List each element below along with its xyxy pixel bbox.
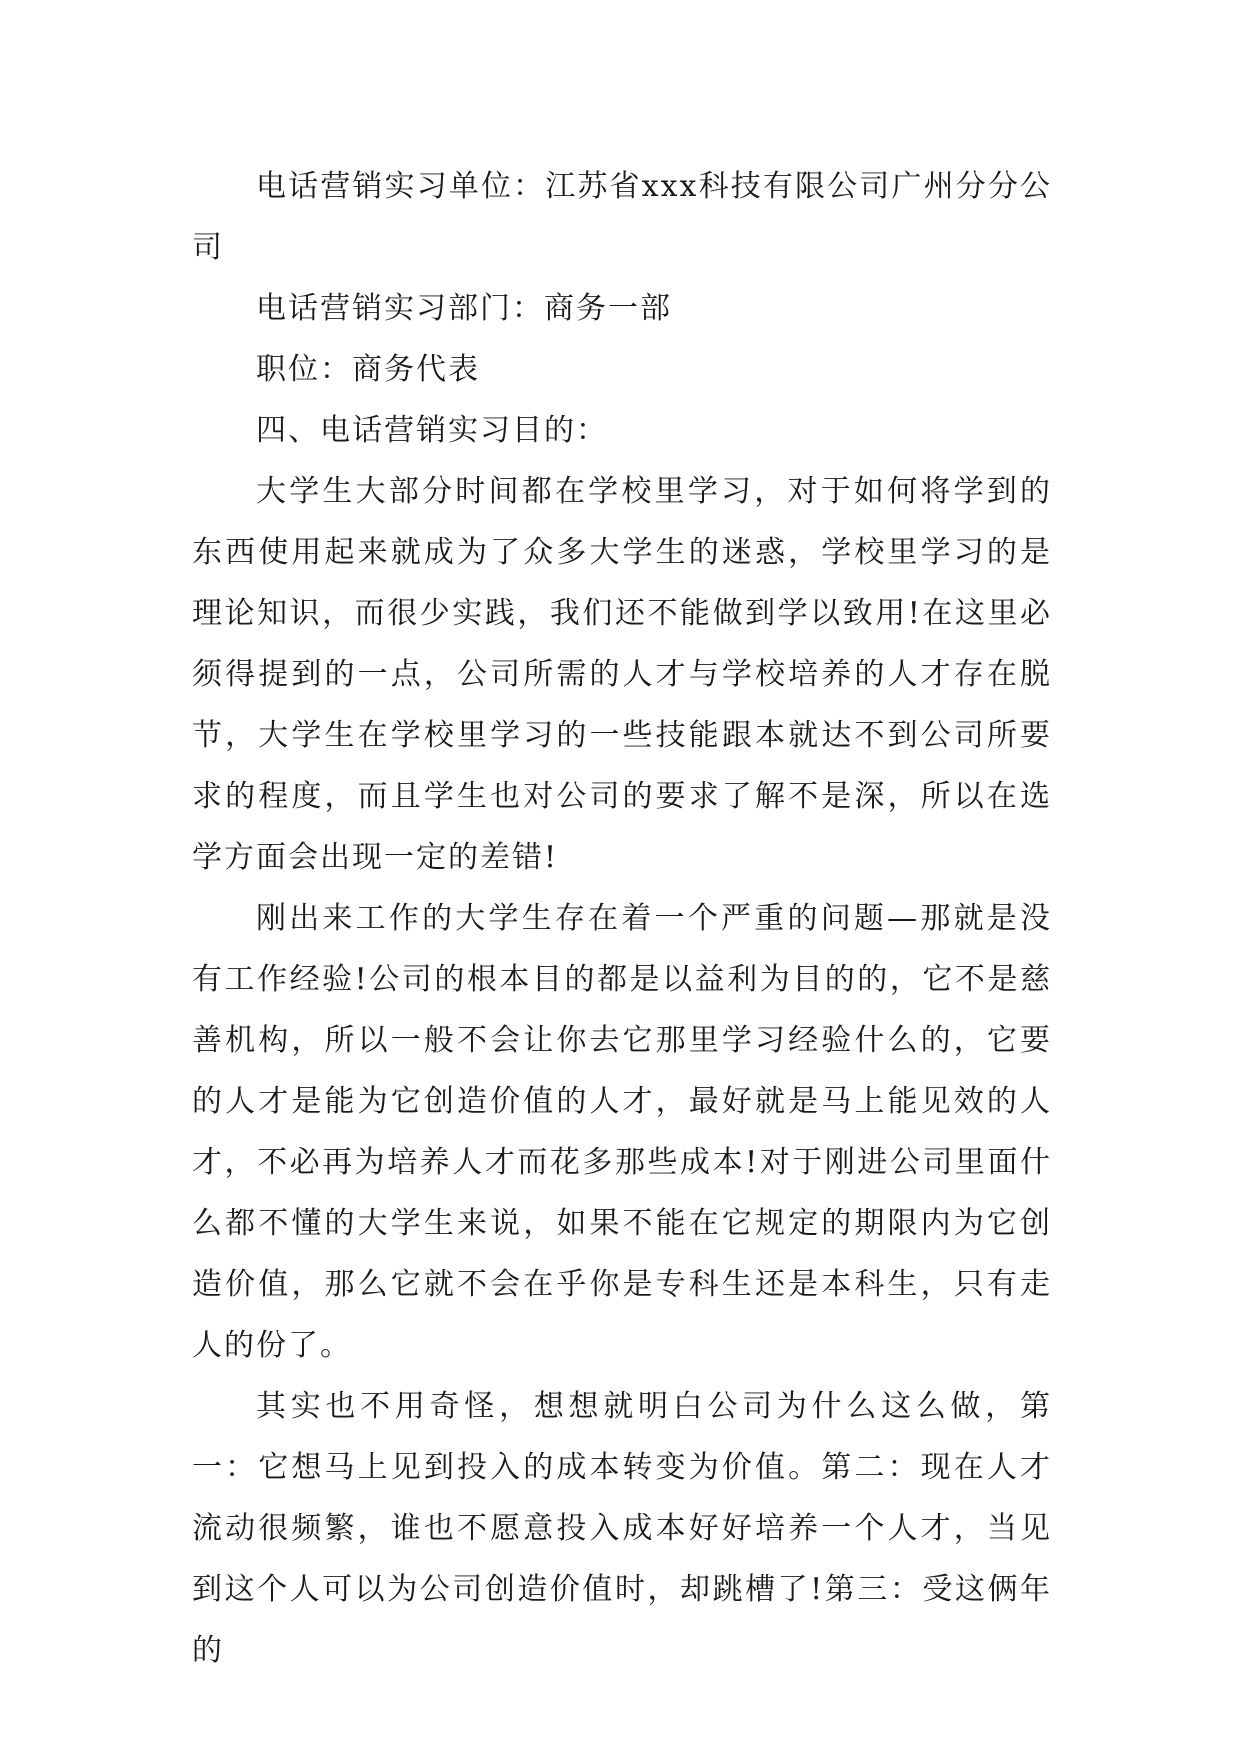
paragraph-purpose-3: 其实也不用奇怪，想想就明白公司为什么这么做，第一：它想马上见到投入的成本转变为价值。第二：现在人才流动很频繁，谁也不愿意投入成本好好培养一个人才，当见到这个人可以为公司创造价值时，却跳槽了!第三：受这俩年的 [192, 1389, 1052, 1668]
paragraph-internship-department: 电话营销实习部门：商务一部 [256, 291, 672, 326]
paragraph-internship-unit: 电话营销实习单位：江苏省xxx科技有限公司广州分分公司 [192, 169, 1052, 265]
section-heading-purpose: 四、电话营销实习目的： [256, 413, 608, 448]
paragraph-position: 职位：商务代表 [256, 352, 480, 387]
paragraph-purpose-1: 大学生大部分时间都在学校里学习，对于如何将学到的东西使用起来就成为了众多大学生的迷惑，学校里学习的是理论知识，而很少实践，我们还不能做到学以致用!在这里必须得提到的一点，公司所需的人才与学校培养的人才存在脱节，大学生在学校里学习的一些技能跟本就达不到公司所要求的程度，而且学生也对公司的要求了解不是深，所以在选学方面会出现一定的差错! [192, 474, 1052, 875]
document-body [192, 156, 1052, 1681]
paragraph-purpose-2: 刚出来工作的大学生存在着一个严重的问题—那就是没有工作经验!公司的根本目的都是以益利为目的的，它不是慈善机构，所以一般不会让你去它那里学习经验什么的，它要的人才是能为它创造价值的人才，最好就是马上能见效的人才，不必再为培养人才而花多那些成本!对于刚进公司里面什么都不懂的大学生来说，如果不能在它规定的期限内为它创造价值，那么它就不会在乎你是专科生还是本科生，只有走人的份了。 [192, 901, 1052, 1363]
